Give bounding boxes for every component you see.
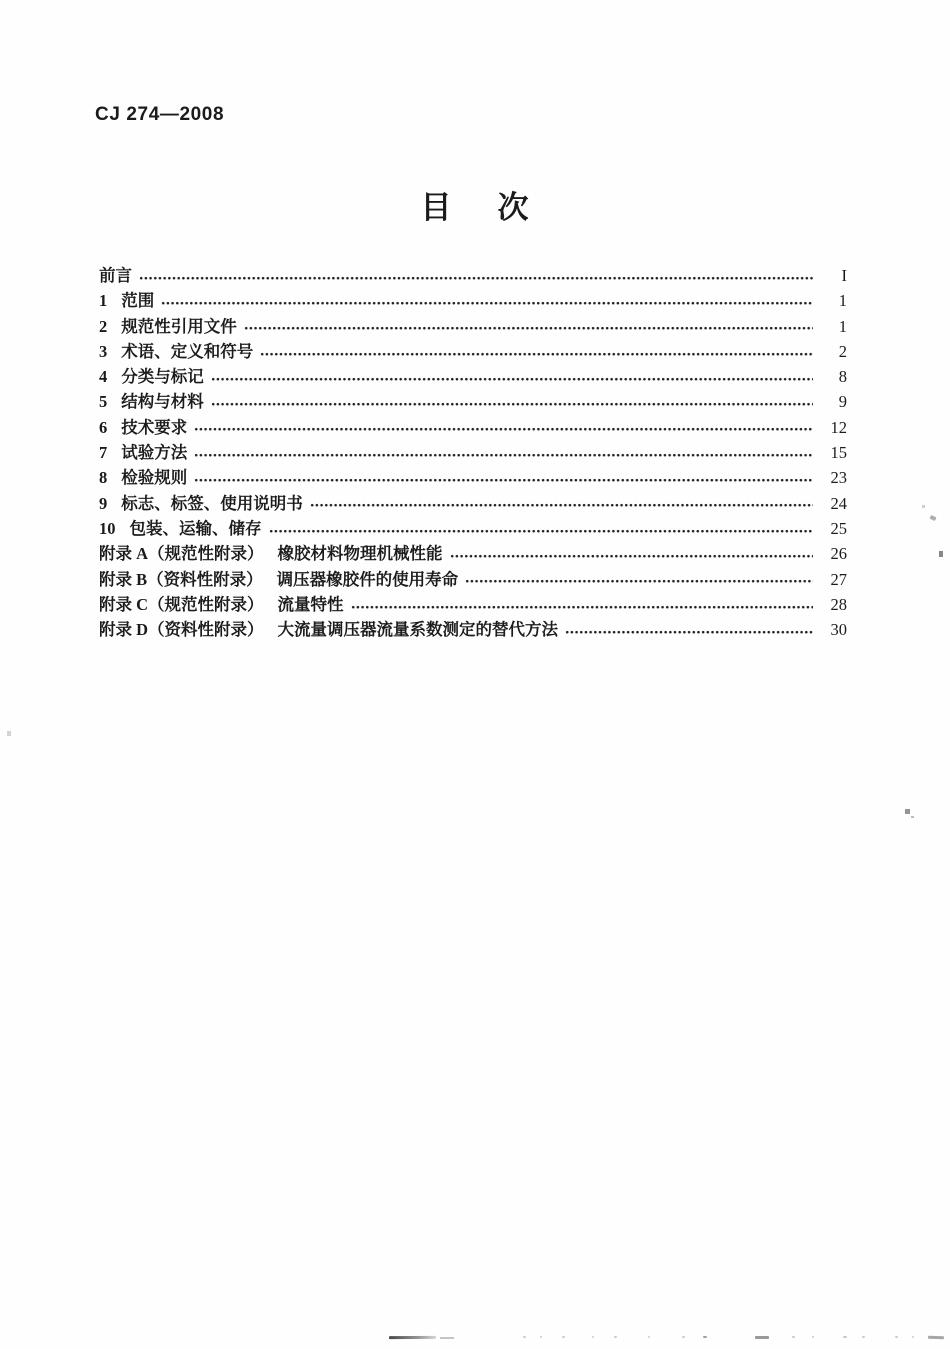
dot-leader — [260, 352, 813, 357]
scan-artifact — [562, 1336, 565, 1338]
toc-entry-page: 28 — [830, 594, 847, 614]
scan-artifact — [843, 1336, 847, 1338]
toc-entry-number: 9 — [99, 493, 108, 513]
dot-leader — [565, 630, 813, 635]
toc-entry — [99, 617, 847, 642]
toc-entry — [99, 440, 847, 465]
toc-entry — [99, 592, 847, 617]
toc-entry-number: 1 — [99, 291, 108, 311]
toc-entry-number: 4 — [99, 367, 108, 387]
toc-entry-title: 规范性引用文件 — [121, 316, 237, 336]
scan-artifact — [912, 1336, 914, 1338]
scan-artifact — [648, 1336, 650, 1338]
dot-leader — [211, 402, 813, 407]
toc-entry — [99, 491, 847, 516]
document-code: CJ 274—2008 — [95, 104, 225, 125]
toc-entry-page: 2 — [838, 341, 847, 361]
toc-entry — [99, 389, 847, 414]
scan-artifact — [862, 1336, 865, 1338]
toc-entry-number: 10 — [99, 518, 116, 538]
toc-entry-number: 8 — [99, 468, 108, 488]
toc-entry-page: 1 — [838, 316, 847, 336]
scan-artifact — [895, 1336, 898, 1338]
toc-entry — [99, 314, 847, 339]
scan-artifact — [755, 1336, 769, 1339]
toc-entry-title: 标志、标签、使用说明书 — [121, 493, 303, 513]
scan-artifact — [929, 515, 936, 521]
scan-artifact — [905, 809, 910, 814]
toc-entry-page: 12 — [830, 417, 847, 437]
toc-entry-title: 前言 — [99, 266, 132, 285]
table-of-contents — [99, 263, 847, 642]
scan-artifact — [540, 1336, 542, 1338]
toc-entry-page: 25 — [830, 518, 847, 538]
scan-artifact — [939, 551, 943, 557]
scan-artifact — [440, 1337, 454, 1339]
scan-artifact — [703, 1336, 707, 1338]
toc-entry — [99, 288, 847, 313]
toc-entry-title: 检验规则 — [121, 468, 188, 488]
toc-entry-title: 大流量调压器流量系数测定的替代方法 — [277, 620, 559, 640]
dot-leader — [139, 276, 813, 281]
toc-entry-title: 橡胶材料物理机械性能 — [277, 544, 443, 564]
toc-entry-number: 3 — [99, 341, 108, 361]
toc-entry-appendix-label: 附录 C（规范性附录） — [99, 594, 264, 614]
toc-entry-page: 15 — [830, 443, 847, 463]
scan-artifact — [682, 1336, 685, 1338]
toc-entry-appendix-label: 附录 B（资料性附录） — [99, 569, 263, 589]
dot-leader — [269, 529, 814, 534]
toc-entry — [99, 339, 847, 364]
scan-artifact — [812, 1336, 814, 1338]
dot-leader — [244, 326, 813, 331]
toc-entry-title: 分类与标记 — [121, 367, 204, 387]
toc-entry-page: I — [841, 266, 847, 285]
scan-artifact — [7, 731, 11, 736]
scan-artifact — [922, 505, 925, 508]
dot-leader — [194, 453, 813, 458]
dot-leader — [211, 377, 813, 382]
dot-leader — [161, 301, 813, 306]
toc-entry-number: 2 — [99, 316, 108, 336]
toc-entry-number: 7 — [99, 443, 108, 463]
dot-leader — [465, 579, 813, 584]
toc-entry-appendix-label: 附录 A（规范性附录） — [99, 544, 264, 564]
toc-entry — [99, 541, 847, 566]
toc-entry — [99, 516, 847, 541]
toc-entry-title: 范围 — [121, 291, 155, 311]
toc-entry-appendix-label: 附录 D（资料性附录） — [99, 620, 264, 640]
toc-entry-page: 30 — [830, 620, 847, 640]
toc-entry-title: 调压器橡胶件的使用寿命 — [276, 569, 459, 589]
toc-entry-title: 流量特性 — [277, 594, 344, 614]
scan-artifact — [389, 1336, 436, 1339]
toc-entry-title: 技术要求 — [121, 417, 188, 437]
toc-entry-title: 结构与材料 — [121, 392, 204, 412]
toc-entry — [99, 364, 847, 389]
dot-leader — [194, 478, 813, 483]
toc-entry — [99, 263, 847, 288]
dot-leader — [310, 503, 813, 508]
toc-entry — [99, 465, 847, 490]
toc-entry-page: 26 — [830, 544, 847, 564]
scan-artifact — [614, 1336, 617, 1338]
dot-leader — [450, 554, 813, 559]
title-char: 目 — [420, 190, 453, 225]
toc-entry — [99, 415, 847, 440]
dot-leader — [194, 427, 813, 432]
page-title — [0, 182, 950, 227]
toc-entry-number: 6 — [99, 417, 108, 437]
toc-entry-page: 9 — [838, 392, 847, 412]
scan-artifact — [523, 1336, 526, 1338]
title-char: 次 — [497, 190, 530, 225]
toc-entry-number: 5 — [99, 392, 108, 412]
toc-entry-page: 24 — [830, 493, 847, 513]
scan-artifact — [911, 816, 914, 818]
scan-artifact — [792, 1336, 795, 1338]
toc-entry-page: 8 — [838, 367, 847, 387]
scan-artifact — [592, 1336, 594, 1338]
toc-entry-title: 试验方法 — [121, 443, 188, 463]
toc-entry — [99, 567, 847, 592]
toc-entry-page: 27 — [830, 569, 847, 589]
toc-entry-title: 包装、运输、储存 — [129, 518, 262, 538]
toc-entry-page: 23 — [830, 468, 847, 488]
toc-entry-page: 1 — [838, 291, 847, 311]
toc-entry-title: 术语、定义和符号 — [121, 341, 254, 361]
scan-artifact — [928, 1336, 944, 1339]
dot-leader — [351, 605, 813, 610]
